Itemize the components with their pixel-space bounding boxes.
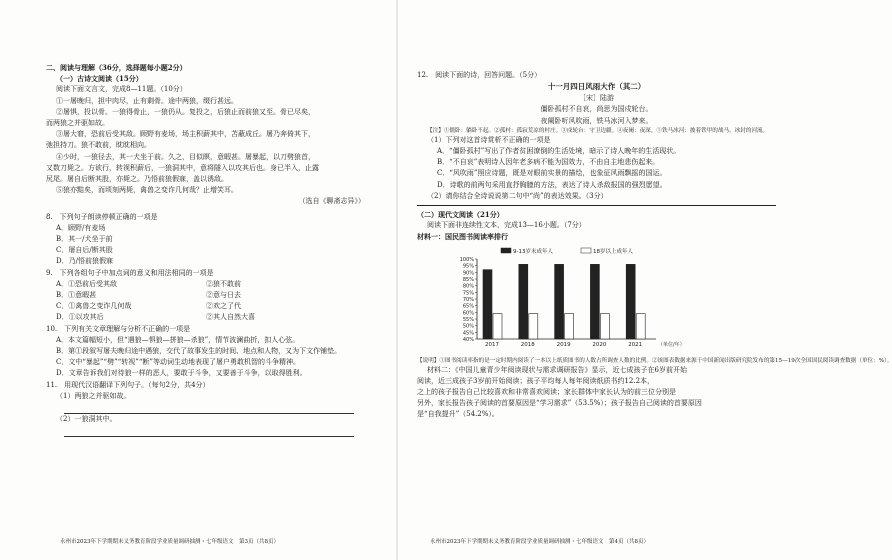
q9-option-d2: ②其人自然大喜: [206, 313, 255, 322]
bar-2018-adults: [529, 313, 538, 338]
q9-option-c2: ②欢之了代: [206, 302, 241, 311]
divider: [417, 205, 776, 206]
q10-stem: 10. 下列有关文章理解与分析不正确的一项是: [46, 324, 191, 333]
y-tick-label: 65%: [462, 303, 474, 310]
q10-option-a: A．本文篇幅短小，但“遇狼—惧狼—拼狼—杀狼”，情节波澜曲折，扣人心弦。: [56, 335, 300, 344]
legend-swatch-minors: [501, 248, 511, 253]
chart-svg: [451, 247, 685, 355]
poem-author: ［宋］陆游: [579, 94, 614, 103]
y-tick-label: 40%: [462, 336, 474, 343]
material2-line: 另外，家长报告孩子阅读的首要原因是“学习需求”（53.5%）；孩子报告自己阅读的首要原因: [417, 399, 702, 408]
q12-option-d: D．诗歌的前两句采用直抒胸臆的方法，表达了诗人杀敌报国的强烈愿望。: [437, 180, 667, 189]
y-tick-label: 90%: [462, 269, 474, 276]
bar-2021-adults: [636, 313, 645, 338]
left-footer: 永州市2023年下学期期末义务教育阶段学业质量调研抽测・七年级语文 第3页（共8页）: [60, 539, 279, 545]
x-tick-label: 2019: [556, 341, 571, 348]
material2-line: 是“自我提升”（54.2%）。: [417, 410, 499, 419]
x-tick-label: 2020: [592, 341, 607, 348]
section2-title: （二）现代文阅读（21分）: [417, 210, 504, 220]
q8-option-b: B．其一/犬坐于前: [56, 235, 113, 244]
y-tick-label: 85%: [462, 276, 474, 283]
poem-note: 【注】①僵卧：躺卧不起。②孤村：孤寂荒凉的村庄。③戍轮台：守卫边疆。④夜阑：夜深。⑤铁马冰河：披着铁甲的战马，冰封的河流。: [427, 127, 769, 134]
y-tick-label: 100%: [459, 256, 474, 263]
q12-intro: 12. 阅读下面的诗，回答问题。（5分）: [417, 71, 542, 79]
q9-option-d1: D．①以攻其后: [56, 313, 104, 322]
q12-option-c: C．“风吹雨”照应诗题，既是对眼前实景的描绘，也象征风雨飘摇的国运。: [437, 169, 667, 178]
poem-line-1: 僵卧孤村不自哀，尚思为国戍轮台。: [540, 105, 653, 114]
passage-line: ②屠惧，投以骨。一狼得骨止，一狼仍从。复投之，后狼止而前狼又至。骨已尽矣，: [56, 107, 315, 116]
x-tick-label: 2021: [628, 341, 643, 348]
x-tick-label: 2018: [520, 341, 535, 348]
q12-1-stem: （1）下列对这首诗赏析不正确的一项是: [427, 135, 551, 144]
q10-option-d: D．文章告诉我们对待狼一样的恶人，要敢于斗争，又要善于斗争，以取得胜利。: [56, 369, 307, 378]
right-page: [397, 0, 892, 560]
y-tick-label: 70%: [462, 296, 474, 303]
q11-answer-line-2[interactable]: [64, 427, 354, 437]
passage-line: ①一屠晚归，担中肉尽，止有剩骨。途中两狼，缀行甚远。: [56, 96, 238, 105]
q8-stem: 8. 下列句子朗读停顿正确的一项是: [46, 212, 158, 221]
q8-option-a: A．顾野/有麦场: [56, 223, 106, 232]
q11-stem: 11. 用现代汉语翻译下列句子。（每句2分，共4分）: [46, 380, 210, 389]
bar-2017-minors: [483, 269, 492, 338]
q9-options: [46, 279, 377, 324]
q12-2-stem: （2）请你结合全诗说说第二句中“尚”的表达效果。（3分）: [427, 191, 608, 200]
bar-2017-adults: [493, 313, 502, 338]
y-tick-label: 50%: [462, 323, 474, 330]
legend-label-adults: 18岁以上成年人: [593, 248, 633, 255]
instruction: 阅读下面文言文，完成8—11题。（10分）: [56, 85, 187, 94]
poem-title: 十一月四日风雨大作（其二）: [547, 82, 646, 92]
q9-option-a2: ②狼不敢前: [206, 279, 241, 288]
passage: [46, 96, 377, 197]
material1-title: 材料一：国民图书阅读率排行: [417, 232, 508, 242]
x-axis-label: （单位/年）: [658, 341, 685, 348]
legend-label-minors: 9-13岁未成年人: [513, 248, 553, 255]
q11-answer-line-1[interactable]: [64, 404, 354, 414]
q9-option-c1: C．①禽兽之变诈几何哉: [56, 302, 132, 311]
q9-option-a1: A．①恐前后受其敌: [56, 279, 118, 288]
q8-option-d: D．乃/悟前狼假寐: [56, 257, 113, 266]
bar-2021-minors: [626, 264, 635, 339]
q10-option-c: C．文中“暴起”“劈”“转视”“断”等动词生动地表现了屠户勇敢机智的斗争精神。: [56, 358, 300, 367]
q11-item-1: （1）两狼之并驱如故。: [56, 391, 131, 400]
bar-2018-minors: [519, 264, 528, 339]
q12-option-a: A．“僵卧孤村”写出了作者贫困潦倒的生活处境，暗示了诗人晚年的生活现状。: [437, 147, 681, 156]
legend-swatch-adults: [581, 248, 591, 253]
material2-line: 材料二：《中国儿童青少年阅读现状与需求调研报告》显示，近七成孩子在6岁前开始: [427, 365, 687, 374]
poem-line-2: 夜阑卧听风吹雨，铁马冰河入梦来。: [540, 116, 653, 125]
q12-option-b: B．“不自哀”表明诗人因年老多病不能为国效力，不由自主地悲伤起来。: [437, 158, 660, 167]
passage-line: 尻尾。屠自后断其股，亦毙之。乃悟前狼假寐，盖以诱敌。: [46, 175, 228, 184]
passage-line: 又数刀毙之。方欲行，转视积薪后，一狼洞其中，意将隧入以攻其后也。身已半入，止露: [46, 163, 319, 172]
q8-option-c: C．屠自后/断其股: [56, 246, 113, 255]
source-citation: （选自《聊斋志异》）: [298, 197, 365, 206]
reading-rate-chart: [451, 247, 685, 355]
material1-note: 【说明】①图书阅读率指的是一定时期内阅读了一本以上纸质图书的人数占所调查人数的比例。②该图表数据来源于中国新闻出版研究院发布的第15—19次全国国民阅读调查数据（单位：%）。: [417, 357, 892, 364]
passage-line: ③屠大窘，恐前后受其敌。顾野有麦场，场主积薪其中，苫蔽成丘。屠乃奔倚其下，: [56, 130, 315, 139]
y-tick-label: 55%: [462, 316, 474, 323]
section-title: 二、阅读与理解（36分，选择题每小题2分）: [46, 63, 187, 72]
passage-line: 而两狼之并驱如故。: [46, 119, 109, 128]
material2-line: 阅读，近三成孩子3岁前开始阅读；孩子平均每人每年阅读纸质书约12.2本，: [417, 376, 655, 385]
left-page: [0, 0, 397, 560]
bar-2020-adults: [600, 313, 609, 338]
bar-2020-minors: [590, 264, 599, 339]
right-footer: 永州市2023年下学期期末义务教育阶段学业质量调研抽测・七年级语文 第4页（共8页）: [430, 539, 649, 545]
q11-item-2: （2）一狼洞其中。: [56, 415, 117, 424]
y-tick-label: 60%: [462, 309, 474, 316]
passage-line: 弛担持刀。狼不敢前，眈眈相向。: [46, 141, 151, 150]
passage-line: ⑤狼亦黠矣，而顷刻两毙，禽兽之变诈几何哉？止增笑耳。: [56, 186, 238, 195]
q10-option-b: B．第①段叙写屠夫晚归途中遇狼，交代了故事发生的时间、地点和人物，又为下文作铺垫。: [56, 347, 342, 356]
bar-2019-minors: [555, 264, 564, 339]
q9-option-b2: ②意与日去: [206, 291, 241, 300]
q9-stem: 9. 下列各组句子中加点词的意义和用法相同的一项是: [46, 268, 214, 277]
section2-instruction: 阅读下面非连续性文本，完成13—16小题。（7分）: [427, 221, 586, 230]
bar-2019-adults: [565, 313, 574, 338]
y-tick-label: 45%: [462, 329, 474, 336]
q9-option-b1: B．①意暇甚: [56, 291, 97, 300]
x-tick-label: 2017: [485, 341, 499, 348]
passage-line: ④少时，一狼径去，其一犬坐于前。久之，目似瞑，意暇甚。屠暴起，以刀劈狼首，: [56, 152, 315, 161]
y-tick-label: 80%: [462, 283, 474, 290]
material2-line: 之上的孩子报告自己比较喜欢和非常喜欢阅读；家长群体中家长认为的前三位分别是: [417, 388, 676, 397]
y-tick-label: 95%: [462, 263, 474, 270]
subsection-title: （一）古诗文阅读（15分）: [56, 74, 143, 84]
y-tick-label: 75%: [462, 289, 474, 296]
